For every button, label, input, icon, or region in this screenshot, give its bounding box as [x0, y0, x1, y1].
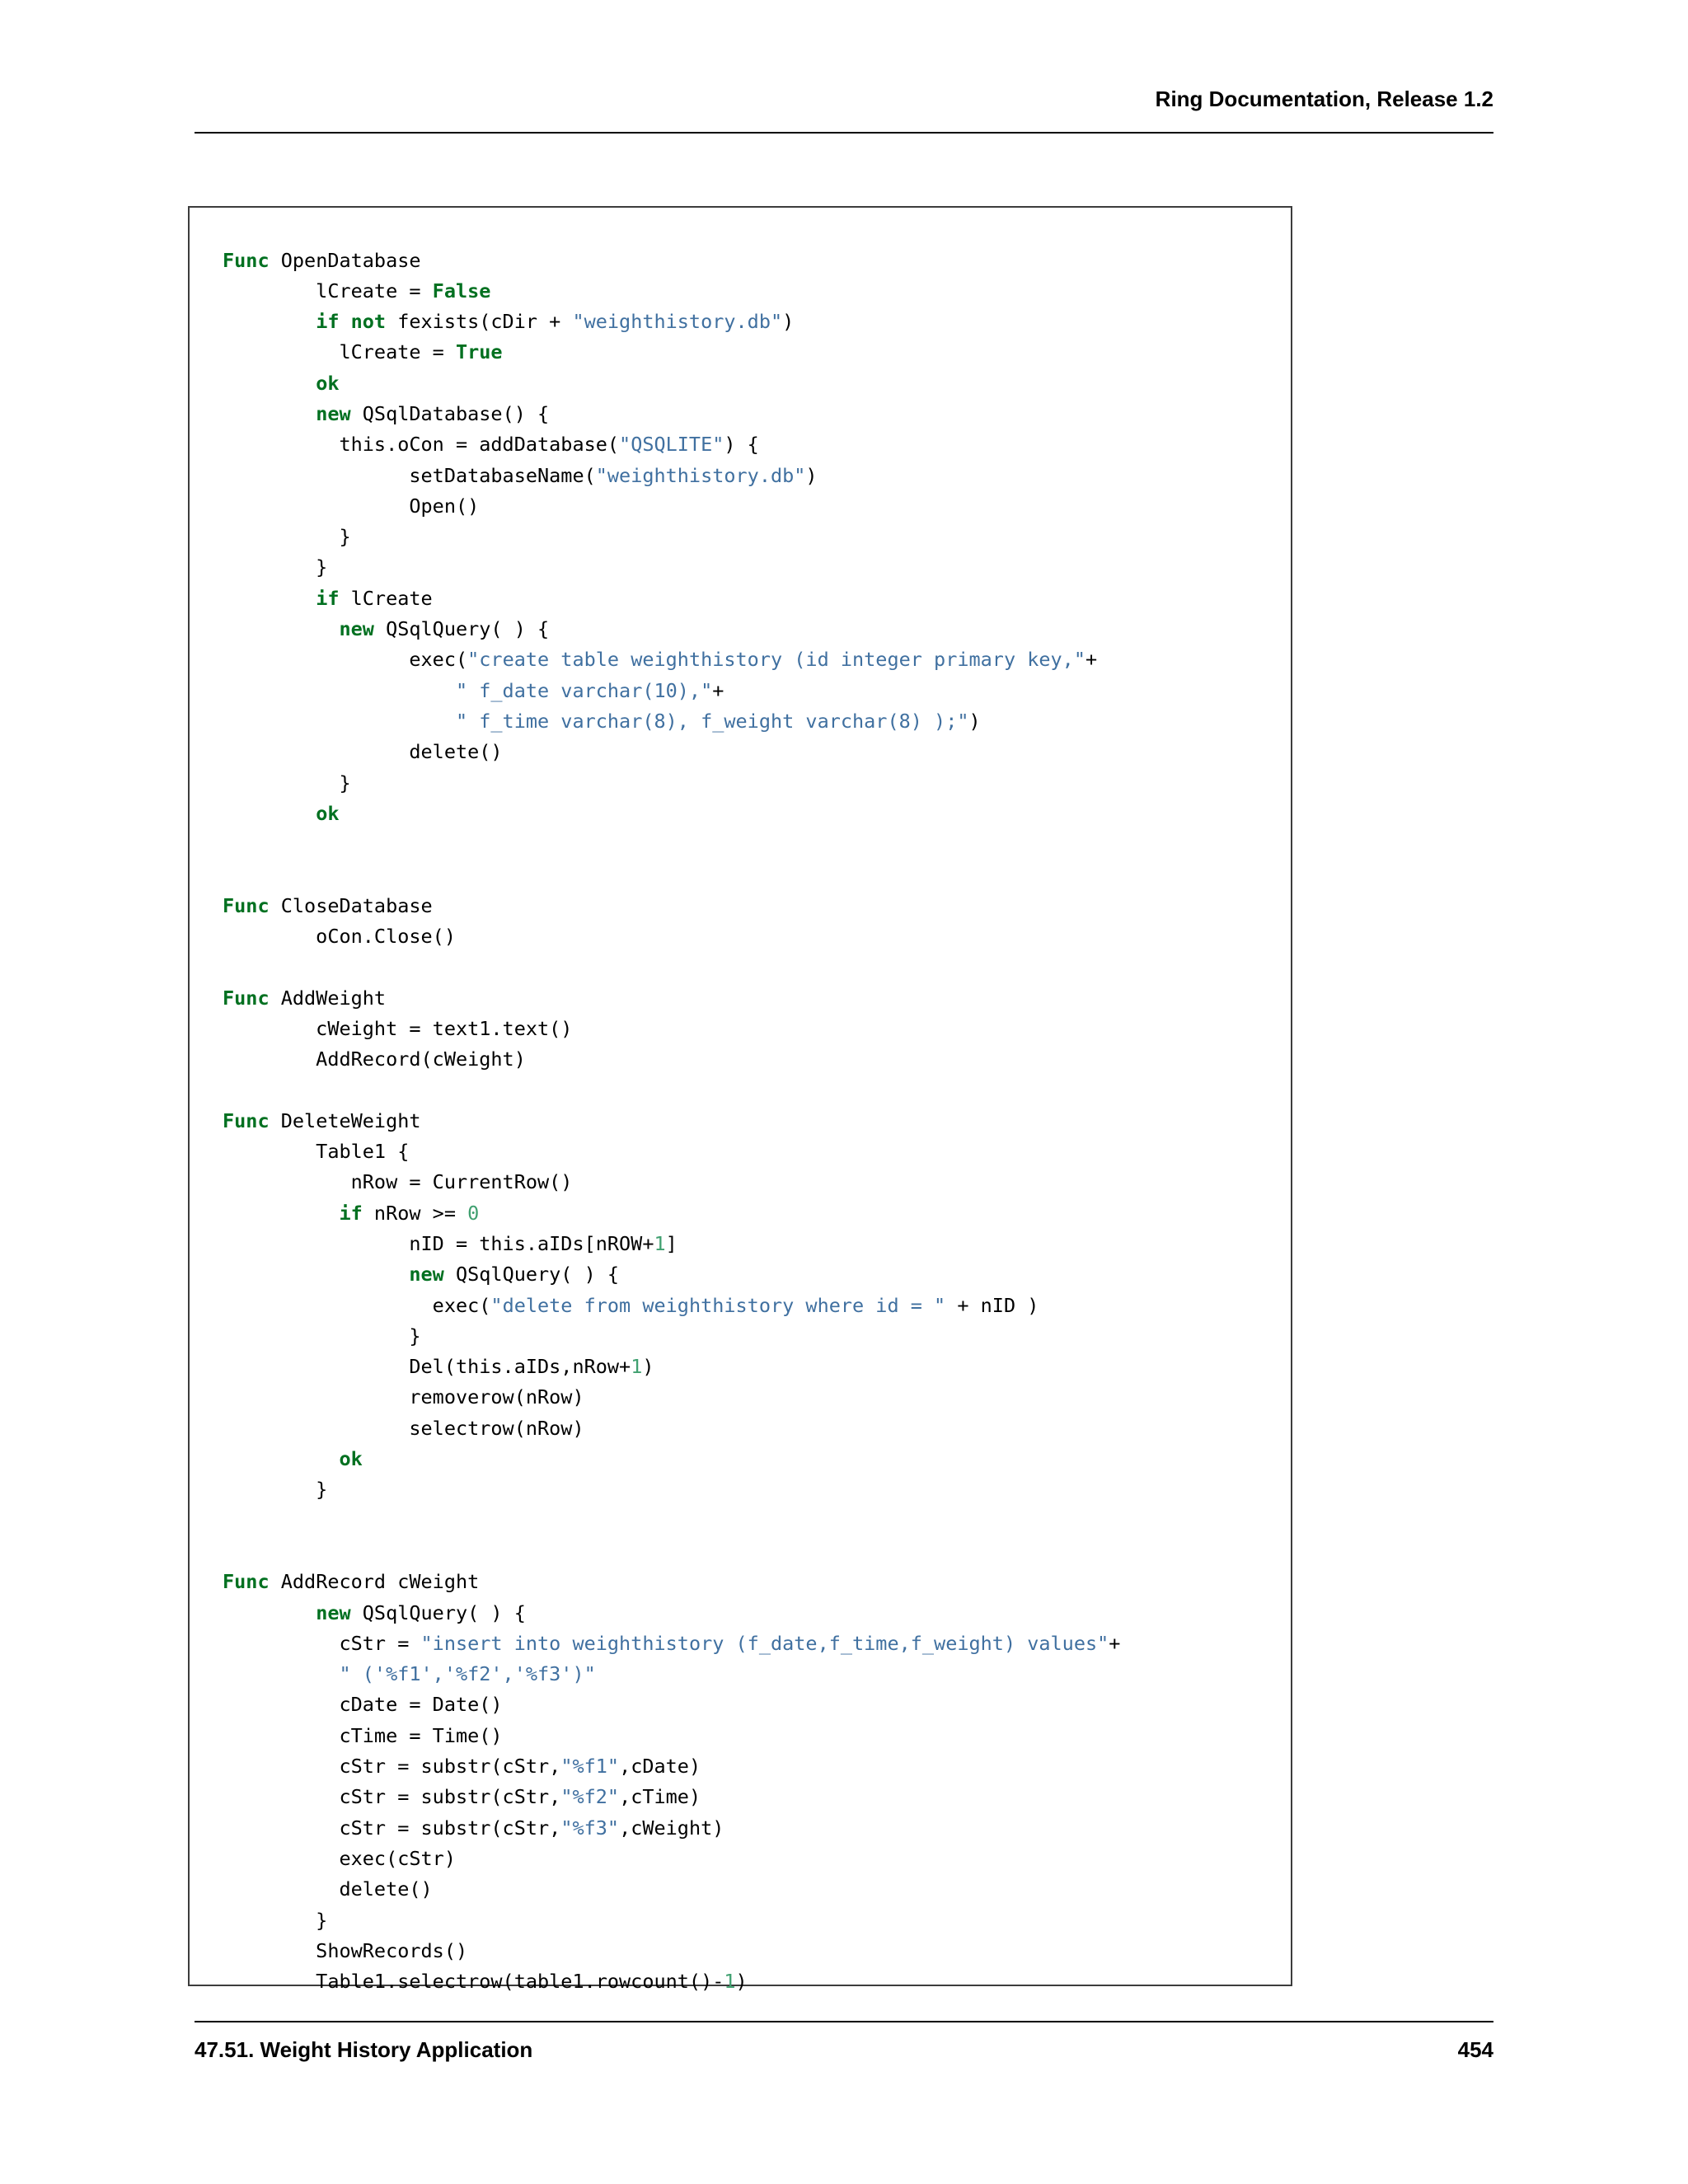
code-token: AddRecord cWeight: [280, 1570, 480, 1594]
code-token: if not: [316, 310, 387, 334]
code-token: }: [223, 555, 328, 579]
code-token: lCreate: [339, 586, 433, 610]
code-token: cStr = substr(cStr,: [223, 1755, 561, 1779]
code-token: ): [735, 1970, 748, 1994]
code-token: exec(: [223, 1293, 491, 1317]
code-content: [223, 246, 1120, 1998]
code-token: AddWeight: [280, 986, 387, 1010]
code-token: OpenDatabase: [280, 248, 421, 272]
code-token: ): [968, 709, 981, 733]
code-token: ok: [316, 801, 340, 825]
page-header-title: Ring Documentation, Release 1.2: [1155, 87, 1493, 111]
code-token: [223, 310, 316, 333]
code-token: True: [455, 340, 503, 364]
code-token: Open(): [223, 494, 480, 518]
code-token: "delete from weighthistory where id = ": [490, 1293, 946, 1317]
code-token: new: [339, 617, 374, 641]
code-token: Func: [223, 248, 281, 272]
code-token: ): [805, 463, 818, 487]
code-token: exec(cStr): [223, 1846, 456, 1870]
code-token: [223, 1447, 339, 1470]
code-token: removerow(nRow): [223, 1385, 584, 1409]
code-token: "%f3": [560, 1816, 620, 1840]
code-token: new: [316, 1601, 351, 1624]
code-token: [223, 1601, 316, 1624]
code-token: "%f1": [560, 1755, 620, 1779]
code-token: cStr = substr(cStr,: [223, 1816, 561, 1840]
code-token: "weighthistory.db": [572, 310, 783, 334]
code-token: AddRecord(cWeight): [223, 1047, 526, 1071]
code-token: cDate = Date(): [223, 1693, 503, 1717]
code-token: new: [316, 401, 351, 425]
code-token: }: [223, 1478, 328, 1502]
code-token: [223, 372, 316, 395]
code-token: Table1 {: [223, 1140, 410, 1164]
code-token: " ('%f1','%f2','%f3')": [339, 1662, 596, 1686]
code-token: "weighthistory.db": [595, 463, 806, 487]
code-token: cStr = substr(cStr,: [223, 1785, 561, 1809]
code-token: " f_date varchar(10),": [455, 678, 713, 702]
code-token: cTime = Time(): [223, 1723, 503, 1747]
code-token: oCon.Close(): [223, 925, 456, 949]
code-token: ,cDate): [619, 1755, 701, 1779]
code-token: ,cTime): [619, 1785, 701, 1809]
code-token: ,cWeight): [619, 1816, 724, 1840]
header-divider: [195, 132, 1493, 134]
code-token: +: [712, 678, 724, 702]
code-token: [223, 1263, 409, 1286]
footer-page-number: 454: [1457, 2037, 1493, 2062]
code-token: 0: [467, 1201, 480, 1225]
code-token: ): [642, 1355, 654, 1379]
code-token: delete(): [223, 740, 503, 764]
code-token: 1: [654, 1232, 666, 1255]
code-token: +: [1109, 1631, 1121, 1655]
code-token: exec(: [223, 648, 468, 672]
code-token: cWeight = text1.text(): [223, 1016, 573, 1040]
code-token: 1: [724, 1970, 736, 1994]
code-token: nRow = CurrentRow(): [223, 1170, 573, 1194]
code-token: [223, 1202, 339, 1225]
code-token: "insert into weighthistory (f_date,f_time,f_weight) values": [420, 1631, 1109, 1655]
code-token: Func: [223, 986, 281, 1010]
code-token: Func: [223, 893, 281, 917]
code-token: if: [339, 1201, 363, 1225]
code-token: + nID ): [945, 1293, 1039, 1317]
code-token: "%f2": [560, 1785, 620, 1809]
code-token: selectrow(nRow): [223, 1416, 584, 1440]
code-token: " f_time varchar(8), f_weight varchar(8) );": [455, 709, 969, 733]
code-block: [188, 206, 1292, 1994]
code-token: ]: [665, 1232, 678, 1255]
code-token: [223, 679, 456, 702]
code-token: delete(): [223, 1877, 433, 1901]
code-token: ) {: [724, 433, 759, 457]
code-token: ok: [339, 1447, 363, 1471]
code-token: QSqlDatabase() {: [350, 401, 550, 425]
code-token: CloseDatabase: [280, 893, 433, 917]
code-token: "create table weighthistory (id integer primary key,": [467, 648, 1085, 672]
code-token: ): [782, 310, 795, 334]
code-token: DeleteWeight: [280, 1108, 421, 1132]
footer-divider: [195, 2021, 1493, 2022]
code-token: QSqlQuery( ) {: [443, 1263, 620, 1286]
code-token: "QSQLITE": [619, 433, 724, 457]
code-token: 1: [631, 1355, 643, 1379]
code-token: QSqlQuery( ) {: [350, 1601, 526, 1624]
footer-section-label: 47.51. Weight History Application: [195, 2037, 533, 2062]
code-token: }: [223, 525, 351, 549]
code-token: }: [223, 1908, 328, 1932]
code-token: }: [223, 771, 351, 794]
code-token: [223, 617, 339, 640]
code-token: cStr =: [223, 1631, 421, 1655]
code-token: }: [223, 1324, 421, 1347]
code-token: [223, 402, 316, 425]
code-token: [223, 802, 316, 825]
code-token: ShowRecords(): [223, 1938, 468, 1962]
code-token: setDatabaseName(: [223, 463, 596, 487]
code-token: Del(this.aIDs,nRow+: [223, 1355, 631, 1379]
code-token: fexists(cDir +: [386, 310, 573, 334]
code-token: QSqlQuery( ) {: [373, 617, 550, 641]
code-token: [223, 710, 456, 733]
code-token: False: [432, 279, 491, 302]
code-token: [223, 1662, 339, 1685]
code-token: if: [316, 586, 340, 610]
code-token: lCreate =: [223, 340, 456, 364]
code-token: [223, 587, 316, 610]
code-token: nRow >=: [362, 1201, 468, 1225]
code-token: Table1.selectrow(table1.rowcount()-: [223, 1970, 724, 1994]
code-token: this.oCon = addDatabase(: [223, 433, 620, 457]
code-token: ok: [316, 371, 340, 395]
code-token: lCreate =: [223, 279, 433, 302]
code-token: Func: [223, 1108, 281, 1132]
code-token: nID = this.aIDs[nROW+: [223, 1232, 654, 1255]
code-token: new: [409, 1263, 444, 1286]
code-token: Func: [223, 1570, 281, 1594]
code-token: +: [1085, 648, 1098, 672]
